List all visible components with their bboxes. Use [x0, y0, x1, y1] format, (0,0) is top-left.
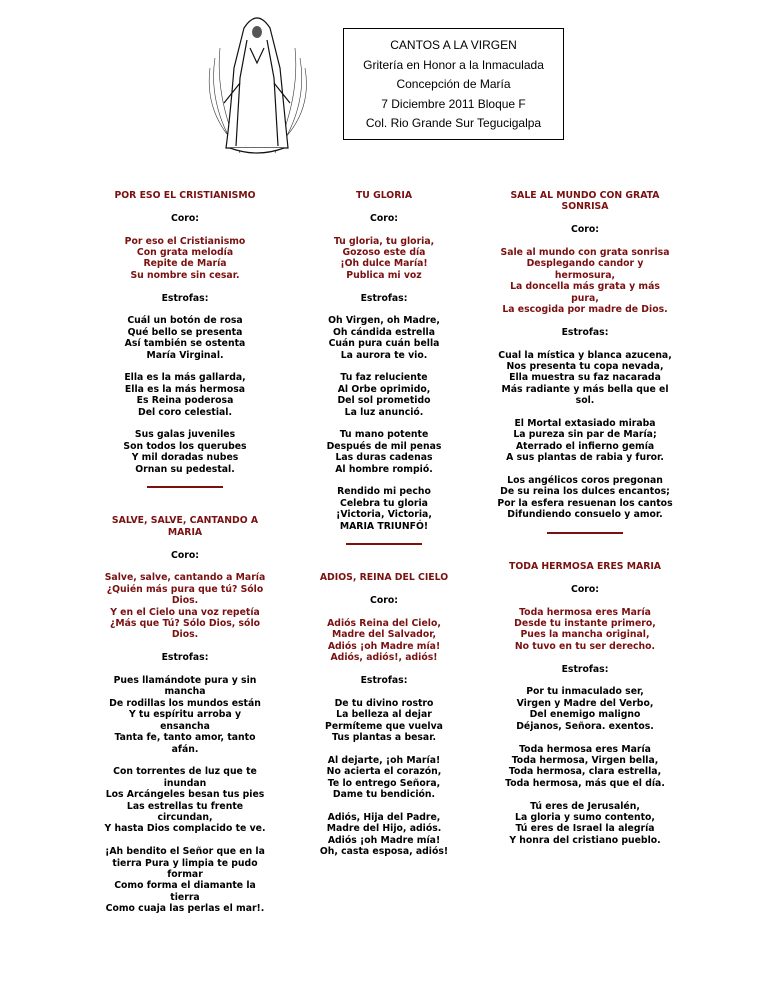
title-line: CANTOS A LA VIRGEN: [390, 38, 517, 52]
song-title-text: ADIOS, REINA DEL CIELO: [319, 572, 449, 584]
verse-line: Repite de María: [143, 258, 227, 270]
verse-line: María Virginal.: [146, 349, 224, 361]
song-title: [305, 190, 463, 201]
subtitle-line: Concepción de María: [396, 77, 511, 91]
verse-line: La doncella más grata y más pura,: [510, 281, 660, 304]
verse-line: Y mil doradas nubes: [131, 452, 239, 464]
stanza: [497, 686, 673, 732]
verse-line: Los angélicos coros pregonan: [507, 475, 663, 487]
verse-line: Coro:: [571, 583, 599, 595]
verse-line: De tu divino rostro: [334, 697, 434, 709]
stanza: [103, 846, 267, 914]
song-column-3: [497, 190, 673, 858]
song-title-text: TU GLORIA: [355, 190, 413, 201]
verse-line: Madre del Salvador,: [332, 629, 436, 641]
stanza: [103, 675, 267, 755]
verse-line: Del enemigo maligno: [529, 709, 641, 721]
song-title-text: POR ESO EL CRISTIANISMO: [114, 190, 256, 201]
verse-line: Virgen y Madre del Verbo,: [516, 697, 654, 709]
verse-line: Coro:: [171, 549, 199, 561]
verse-line: Salve, salve, cantando a María: [104, 572, 266, 584]
subtitle-line: Gritería en Honor a la Inmaculada: [363, 57, 544, 72]
verse-line: Aterrado el infierno gemía: [515, 440, 655, 452]
stanza: [305, 812, 463, 858]
verse-line: Pues llamándote pura y sin mancha: [113, 675, 257, 698]
verse-line: Coro:: [370, 212, 398, 224]
divider-line: [147, 486, 223, 488]
verse-line: Sus galas juveniles: [134, 429, 236, 441]
song-title: [305, 572, 463, 583]
verse-line: Y en el Cielo una voz repetía: [110, 606, 260, 618]
verse-line: ¿Más que Tú? Sólo Dios, sólo Dios.: [109, 618, 261, 641]
verse-line: ¡Oh dulce María!: [340, 258, 428, 270]
verse-line: Más radiante y más bella que el sol.: [501, 383, 669, 407]
song-title: [103, 190, 267, 201]
verse-line: Es Reina poderosa: [136, 395, 234, 407]
section-label: [497, 664, 673, 675]
verse-line: Tú eres de Jerusalén,: [530, 800, 640, 812]
verse-line: Estrofas:: [360, 292, 408, 304]
chorus-lines: [497, 247, 673, 315]
section-label: [497, 327, 673, 338]
chorus-lines: [103, 572, 267, 640]
verse-line: La escogida por madre de Dios.: [502, 304, 668, 316]
verse-line: Por eso el Cristianismo: [124, 235, 246, 247]
verse-line: Después de mil penas: [326, 440, 442, 452]
chorus-lines: [305, 236, 463, 282]
verse-line: ¡Victoria, Victoria,: [336, 509, 432, 521]
stanza: [103, 372, 267, 418]
verse-line: Tus plantas a besar.: [332, 732, 436, 744]
verse-line: Por la esfera resuenan los cantos: [497, 497, 673, 509]
verse-line: Tu mano potente: [339, 429, 429, 441]
section-label: [103, 652, 267, 663]
stanza: [305, 755, 463, 801]
verse-line: Celebra tu gloria: [340, 497, 428, 509]
verse-line: Madre del Hijo, adiós.: [326, 823, 442, 835]
divider-line: [547, 532, 623, 534]
verse-line: MARIA TRIUNFÓ!: [339, 520, 429, 532]
verse-line: Publica mi voz: [346, 269, 422, 281]
verse-line: Te lo entrego Señora,: [327, 777, 441, 789]
verse-line: De su reina los dulces encantos;: [500, 486, 670, 498]
verse-line: Estrofas:: [161, 292, 209, 304]
verse-line: Toda hermosa, Virgen bella,: [511, 754, 659, 766]
verse-line: Estrofas:: [561, 663, 609, 675]
verse-line: Al Orbe oprimido,: [337, 383, 431, 395]
section-label: [305, 293, 463, 304]
verse-line: El Mortal extasiado miraba: [514, 418, 656, 430]
verse-line: Oh, casta esposa, adiós!: [319, 846, 449, 858]
section-label: [305, 675, 463, 686]
stanza: [103, 766, 267, 834]
verse-line: Oh cándida estrella: [333, 326, 435, 338]
chorus-lines: [497, 607, 673, 653]
verse-line: A sus plantas de rabia y furor.: [506, 452, 664, 464]
divider-line: [346, 543, 422, 545]
chorus-lines: [305, 618, 463, 664]
verse-line: Las duras cadenas: [335, 452, 433, 464]
section-label: [103, 293, 267, 304]
stanza: [103, 429, 267, 475]
verse-line: Toda hermosa eres María: [519, 606, 651, 618]
verse-line: La luz anunció.: [344, 406, 424, 418]
verse-line: No tuvo en tu ser derecho.: [514, 640, 656, 652]
song-column-1: [103, 190, 267, 926]
stanza: [497, 418, 673, 464]
verse-line: Estrofas:: [161, 652, 209, 664]
section-label: [497, 224, 673, 235]
verse-line: Toda hermosa, más que el día.: [505, 777, 665, 789]
verse-line: Al hombre rompió.: [335, 463, 433, 475]
section-label: [305, 213, 463, 224]
verse-line: Ella es la más hermosa: [124, 383, 246, 395]
verse-line: ¿Quién más pura que tú? Sólo Dios.: [106, 583, 264, 607]
verse-line: Ornan su pedestal.: [135, 463, 235, 475]
location-line: Col. Rio Grande Sur Tegucigalpa: [365, 116, 542, 130]
stanza: [103, 315, 267, 361]
verse-line: Déjanos, Señora. exentos.: [516, 720, 654, 732]
verse-line: Coro:: [571, 224, 599, 236]
verse-line: Adiós Reina del Cielo,: [327, 618, 441, 630]
verse-line: Difundiendo consuelo y amor.: [507, 509, 663, 521]
verse-line: ¡Ah bendito el Señor que en la tierra Pura y limpia te pudo formar: [105, 846, 265, 880]
verse-line: Permíteme que vuelva: [325, 720, 443, 732]
stanza: [305, 315, 463, 361]
stanza: [305, 372, 463, 418]
verse-line: Desplegando candor y hermosura,: [526, 258, 644, 281]
verse-line: Dame tu bendición.: [332, 789, 436, 801]
section-label: [497, 584, 673, 595]
section-label: [305, 595, 463, 606]
verse-line: Adiós ¡oh Madre mía!: [327, 834, 441, 846]
verse-line: Tú eres de Israel la alegría: [515, 823, 655, 835]
verse-line: Coro:: [370, 595, 398, 607]
stanza: [497, 475, 673, 521]
verse-line: Y honra del cristiano pueblo.: [509, 834, 661, 846]
verse-line: Los Arcángeles besan tus pies: [105, 789, 265, 801]
verse-line: Nos presenta tu copa nevada,: [506, 361, 664, 373]
date-line: 7 Diciembre 2011 Bloque F: [381, 96, 526, 111]
verse-line: Cuán pura cuán bella: [328, 338, 440, 350]
verse-line: Y tu espíritu arroba y ensancha: [128, 709, 242, 732]
verse-line: Toda hermosa eres María: [519, 743, 651, 755]
stanza: [497, 801, 673, 847]
verse-line: Cual la mística y blanca azucena,: [498, 349, 672, 361]
verse-line: Estrofas:: [360, 675, 408, 687]
verse-line: Oh Virgen, oh Madre,: [328, 315, 440, 327]
verse-line: Adiós, adiós!, adiós!: [330, 652, 438, 664]
verse-line: Toda hermosa, clara estrella,: [508, 766, 662, 778]
title-box: [343, 28, 564, 140]
verse-line: La aurora te vio.: [340, 349, 428, 361]
verse-line: Las estrellas tu frente circundan,: [126, 800, 244, 823]
section-label: [103, 213, 267, 224]
verse-line: Coro:: [171, 212, 199, 224]
song-title: [497, 561, 673, 572]
verse-line: Su nombre sin cesar.: [130, 269, 240, 281]
stanza: [497, 350, 673, 407]
virgin-mary-illustration: [200, 8, 315, 163]
verse-line: Qué bello se presenta: [127, 326, 243, 338]
verse-line: Con grata melodía: [136, 247, 234, 258]
verse-line: La pureza sin par de María;: [513, 429, 657, 441]
verse-line: Rendido mi pecho: [337, 486, 431, 498]
song-title: [497, 190, 673, 213]
verse-line: Del sol prometido: [337, 395, 431, 407]
verse-line: No acierta el corazón,: [326, 766, 442, 778]
verse-line: Adiós, Hija del Padre,: [327, 811, 441, 823]
verse-line: Ella es la más gallarda,: [124, 372, 246, 384]
verse-line: Así también se ostenta: [124, 338, 246, 350]
verse-line: Por tu inmaculado ser,: [526, 686, 644, 698]
verse-line: Tu faz reluciente: [340, 372, 428, 384]
verse-line: Son todos los querubes: [123, 440, 247, 452]
verse-line: La gloria y sumo contento,: [515, 811, 655, 823]
verse-line: Tanta fe, tanto amor, tanto afán.: [114, 732, 256, 755]
stanza: [305, 429, 463, 475]
verse-line: Gozoso este día: [342, 247, 426, 258]
song-title-text: SALE AL MUNDO CON GRATA SONRISA: [510, 190, 660, 213]
verse-line: Al dejarte, ¡oh María!: [327, 754, 441, 766]
verse-line: Pues la mancha original,: [520, 629, 650, 641]
chorus-lines: [103, 236, 267, 282]
verse-line: Sale al mundo con grata sonrisa: [500, 247, 670, 258]
verse-line: Del coro celestial.: [137, 406, 233, 418]
section-label: [103, 550, 267, 561]
verse-line: Desde tu instante primero,: [514, 618, 656, 630]
song-title-text: TODA HERMOSA ERES MARIA: [508, 561, 662, 573]
verse-line: Estrofas:: [561, 326, 609, 338]
verse-line: Adiós ¡oh Madre mía!: [327, 640, 441, 652]
stanza: [497, 744, 673, 790]
verse-line: La belleza al dejar: [336, 709, 432, 721]
verse-line: Cuál un botón de rosa: [127, 315, 243, 327]
song-column-2: [305, 190, 463, 869]
verse-line: Ella muestra su faz nacarada: [509, 372, 661, 384]
verse-line: Como forma el diamante la tierra: [114, 880, 256, 903]
song-title: [103, 515, 267, 538]
verse-line: Tu gloria, tu gloria,: [333, 235, 435, 247]
verse-line: Como cuaja las perlas el mar!.: [105, 903, 265, 915]
stanza: [305, 486, 463, 532]
verse-line: Y hasta Dios complacido te ve.: [104, 823, 266, 835]
song-title-text: SALVE, SALVE, CANTANDO A MARIA: [111, 515, 259, 538]
verse-line: Con torrentes de luz que te inundan: [113, 766, 257, 789]
verse-line: De rodillas los mundos están: [109, 697, 261, 709]
stanza: [305, 698, 463, 744]
